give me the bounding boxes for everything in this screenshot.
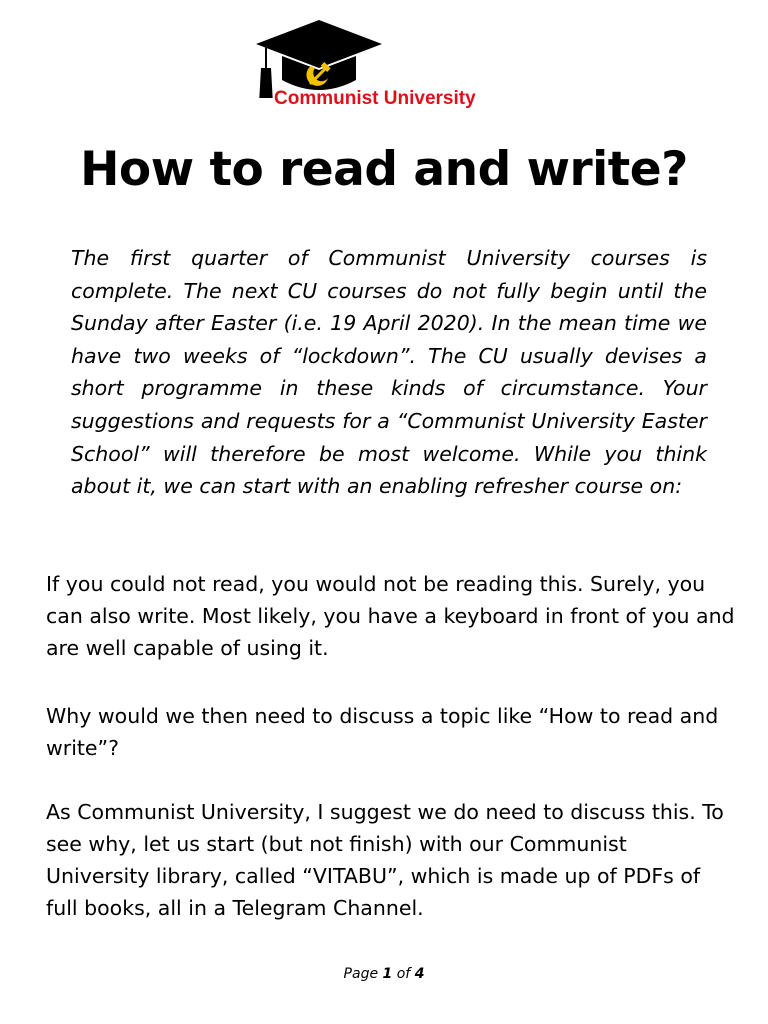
logo-text: Communist University [274,88,476,109]
page-title: How to read and write? [80,142,688,197]
page-number: 1 [382,966,393,982]
body-paragraph-2: Why would we then need to discuss a topic like “How to read and write”? [46,704,719,760]
of-word: of [396,966,411,982]
intro-paragraph: The first quarter of Communist University courses is complete. The next CU courses do not fully begin until the Sunday after Easter (i.e. 19 April 2020). In the mean time we have two weeks of “lockdown”. The CU usually devises a short programme in these kinds of circumstance. Your suggestions and requests for a “Communist University Easter School” will therefore be most welcome. While you think about it, we can start with an enabling refresher course on: [71,246,707,499]
page-footer [0,966,768,982]
page-word: Page [343,966,379,982]
total-pages: 4 [414,966,425,982]
body-paragraph-3: As Communist University, I suggest we do need to discuss this. To see why, let us start (but not finish) with our Communist University library, called “VITABU”, which is made up of PDFs of full books, all in a Telegram Channel. [46,800,724,920]
graduation-cap-icon [254,18,384,98]
logo [244,14,534,114]
body-paragraph-1: If you could not read, you would not be reading this. Surely, you can also write. Most likely, you have a keyboard in front of you and are well capable of using it. [46,572,735,660]
